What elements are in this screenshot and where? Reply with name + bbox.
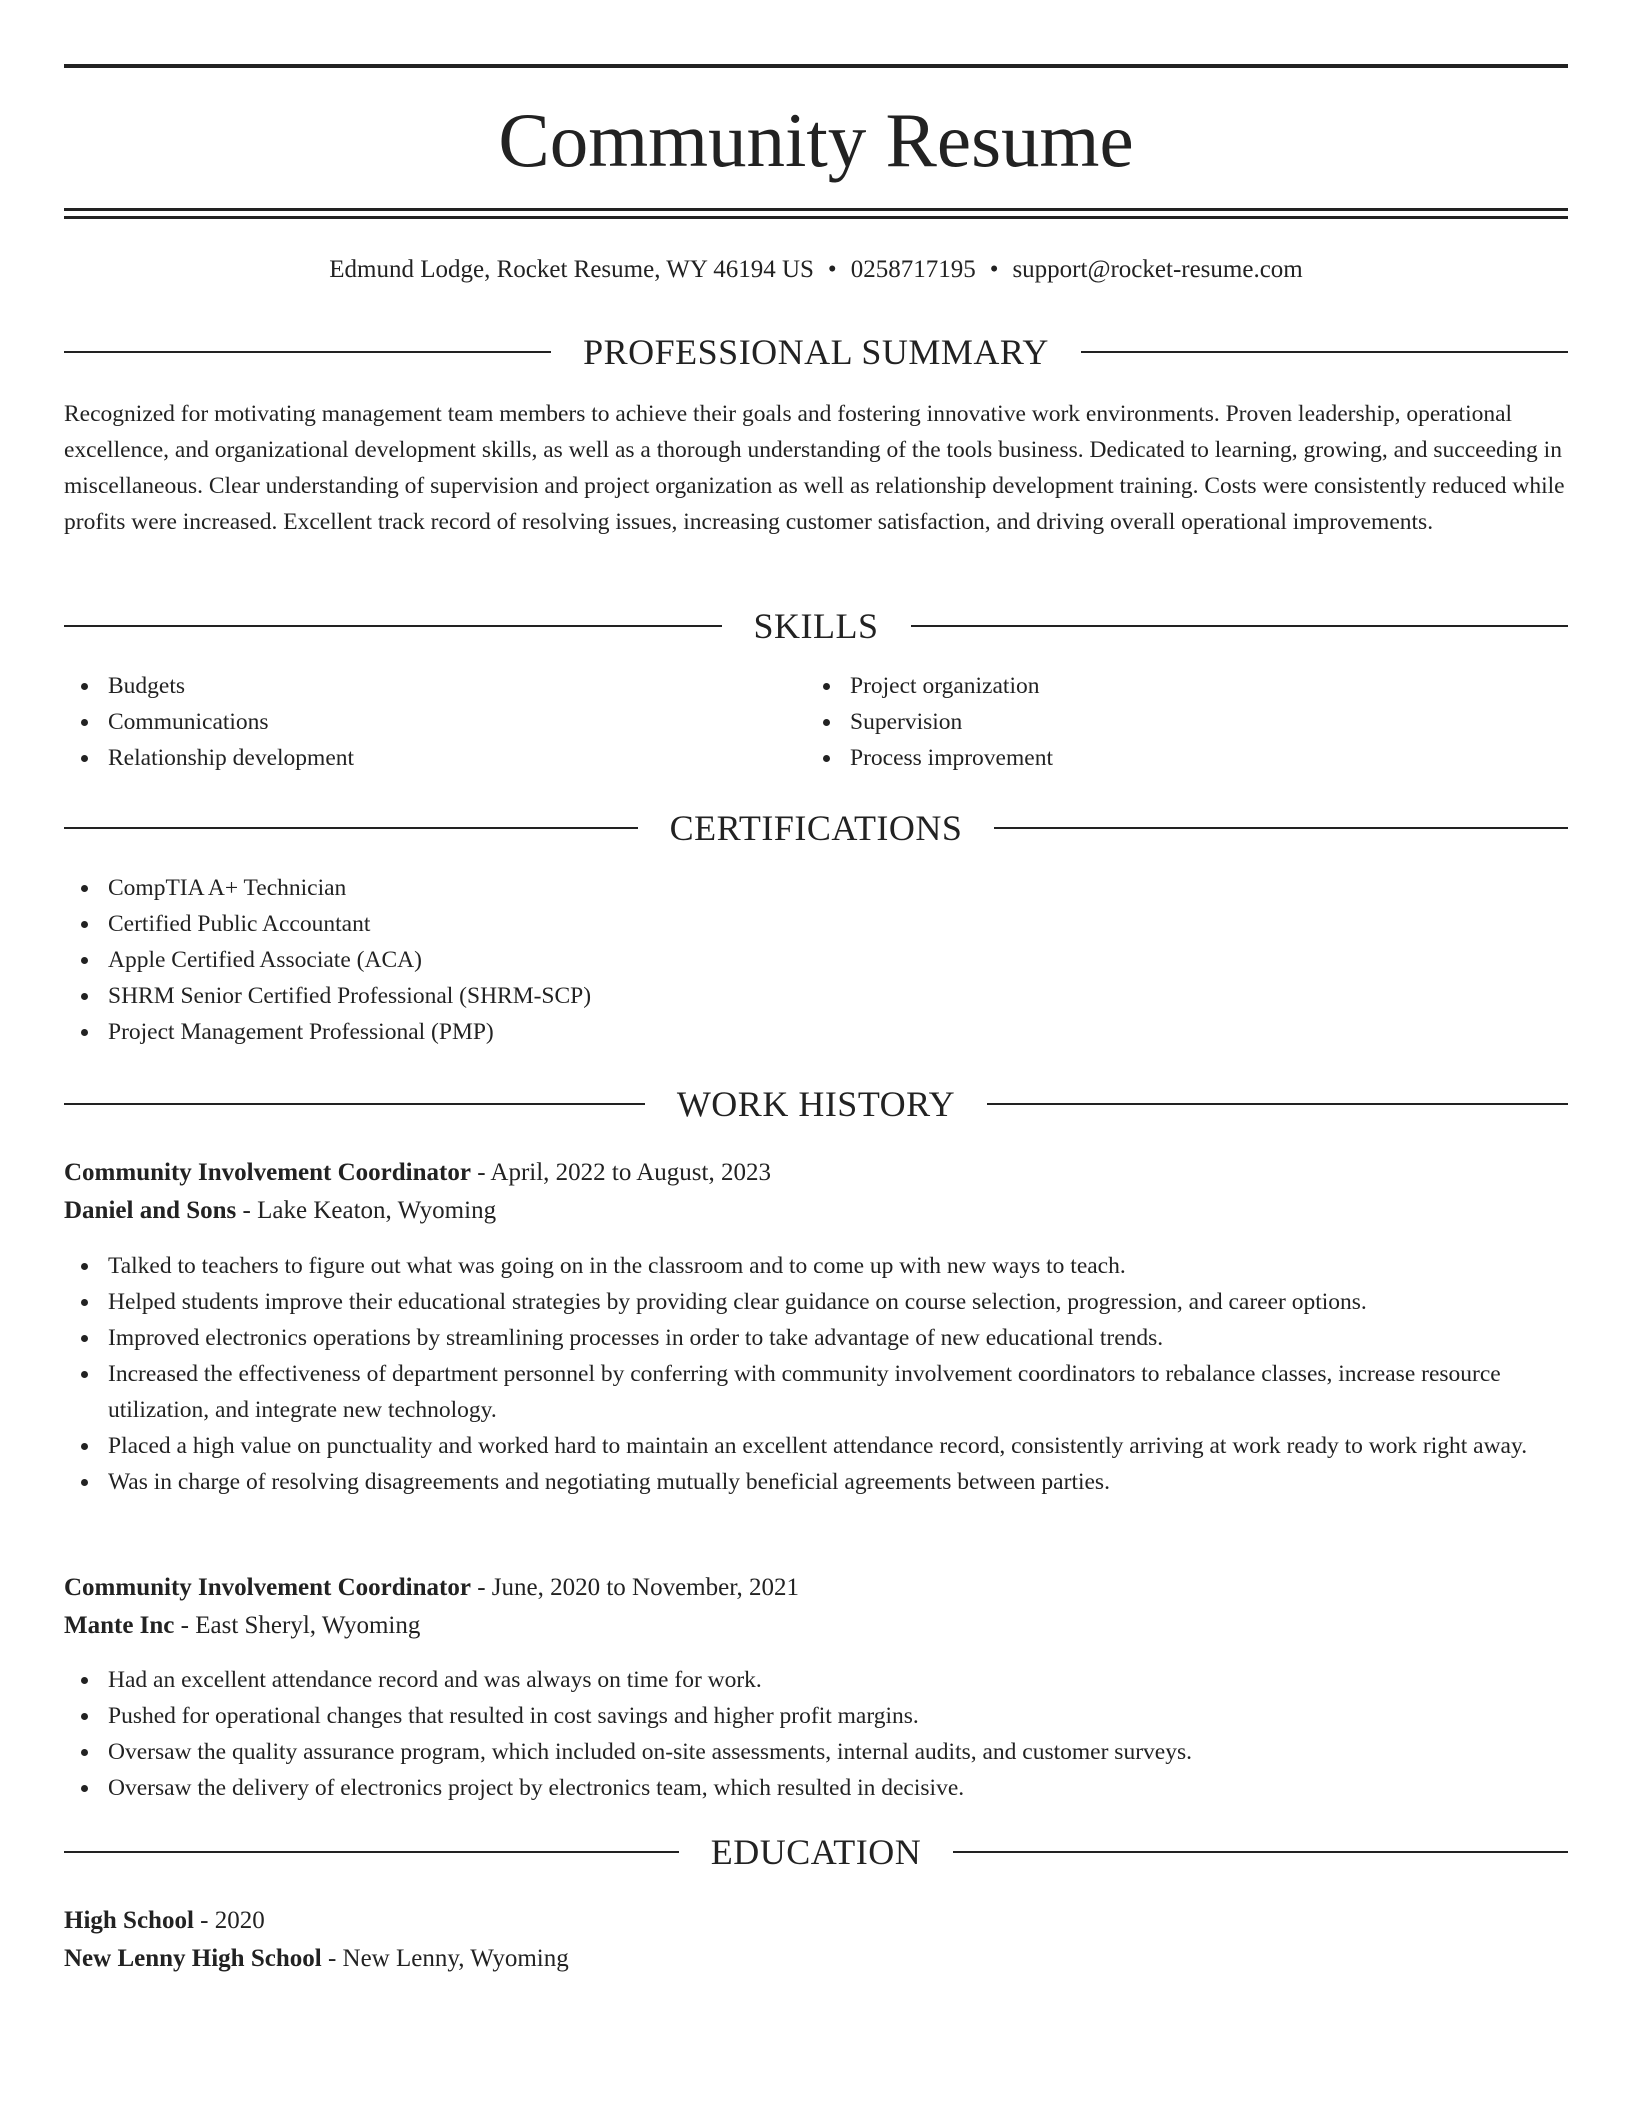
section-heading-certifications <box>64 806 1568 850</box>
job-title-line <box>64 1154 1568 1192</box>
skill-item: Budgets <box>64 668 804 704</box>
education-degree: High School <box>64 1907 194 1934</box>
contact-separator: • <box>989 256 999 283</box>
job-bullet: Pushed for operational changes that resulted in cost savings and higher profit margins. <box>64 1698 1568 1734</box>
contact-phone: 0258717195 <box>850 256 976 283</box>
education-school: New Lenny High School <box>64 1945 322 1972</box>
section-heading-summary <box>64 330 1568 374</box>
skill-item: Communications <box>64 704 804 740</box>
job-bullets <box>64 1248 1568 1500</box>
contact-separator: • <box>827 256 837 283</box>
job-title: Community Involvement Coordinator <box>64 1159 471 1186</box>
job-bullet: Had an excellent attendance record and was always on time for work. <box>64 1662 1568 1698</box>
heading-rule-left <box>64 827 638 829</box>
top-rule <box>64 64 1568 68</box>
heading-rule-right <box>987 1103 1568 1105</box>
section-title: PROFESSIONAL SUMMARY <box>583 332 1049 372</box>
certifications-list <box>64 870 1568 1050</box>
job-bullet: Oversaw the delivery of electronics project by electronics team, which resulted in decisive. <box>64 1770 1568 1806</box>
skill-item: Process improvement <box>806 740 1566 776</box>
job-dates: - April, 2022 to August, 2023 <box>470 1159 771 1186</box>
education-location: - New Lenny, Wyoming <box>321 1945 569 1972</box>
certification-item: SHRM Senior Certified Professional (SHRM-SCP) <box>64 978 1568 1014</box>
heading-rule-right <box>953 1851 1568 1853</box>
heading-rule-left <box>64 625 722 627</box>
job-bullet: Helped students improve their educational strategies by providing clear guidance on course selection, progression, and career options. <box>64 1284 1568 1320</box>
contact-address: Edmund Lodge, Rocket Resume, WY 46194 US <box>329 256 814 283</box>
skills-list-left <box>64 668 804 776</box>
heading-rule-left <box>64 1851 679 1853</box>
education-degree-line <box>64 1902 1568 1940</box>
heading-rule-left <box>64 1103 645 1105</box>
heading-rule-right <box>1081 351 1568 353</box>
job-location: - East Sheryl, Wyoming <box>174 1612 421 1639</box>
heading-rule-left <box>64 351 551 353</box>
section-title: WORK HISTORY <box>676 1084 956 1124</box>
name-rule-upper <box>64 208 1568 211</box>
section-heading-work-history <box>64 1082 1568 1126</box>
name-rule-lower <box>64 216 1568 219</box>
heading-rule-right <box>994 827 1568 829</box>
job-bullet: Oversaw the quality assurance program, which included on-site assessments, internal audits, and customer surveys. <box>64 1734 1568 1770</box>
job-title-line <box>64 1569 1568 1607</box>
job-bullet: Improved electronics operations by streamlining processes in order to take advantage of new educational trends. <box>64 1320 1568 1356</box>
job-bullets <box>64 1662 1568 1806</box>
skill-item: Relationship development <box>64 740 804 776</box>
education-year: - 2020 <box>193 1907 265 1934</box>
job-location: - Lake Keaton, Wyoming <box>236 1197 497 1224</box>
skill-item: Supervision <box>806 704 1566 740</box>
resume-name: Community Resume <box>498 97 1134 183</box>
contact-line <box>64 252 1568 288</box>
job-bullet: Placed a high value on punctuality and worked hard to maintain an excellent attendance record, consistently arriving at work ready to work right away. <box>64 1428 1568 1464</box>
skills-list-right <box>806 668 1566 776</box>
certification-item: Project Management Professional (PMP) <box>64 1014 1568 1050</box>
job-bullet: Talked to teachers to figure out what was going on in the classroom and to come up with new ways to teach. <box>64 1248 1568 1284</box>
section-title: SKILLS <box>753 606 879 646</box>
certification-item: Apple Certified Associate (ACA) <box>64 942 1568 978</box>
job-bullet: Was in charge of resolving disagreements and negotiating mutually beneficial agreements between parties. <box>64 1464 1568 1500</box>
certification-item: CompTIA A+ Technician <box>64 870 1568 906</box>
job-company: Daniel and Sons <box>64 1197 237 1224</box>
skill-item: Project organization <box>806 668 1566 704</box>
section-heading-education <box>64 1830 1568 1874</box>
certification-item: Certified Public Accountant <box>64 906 1568 942</box>
job-company-line <box>64 1192 1568 1230</box>
job-dates: - June, 2020 to November, 2021 <box>470 1574 800 1601</box>
section-title: CERTIFICATIONS <box>669 808 963 848</box>
section-title: EDUCATION <box>710 1832 922 1872</box>
summary-text: Recognized for motivating management team members to achieve their goals and fostering innovative work environments. Proven leadership, operational excellence, and organizational development skills, as well as a thorough understanding of the tools business. Dedicated to learning, growing, and succeeding in miscellaneous. Clear understanding of supervision and project organization as well as relationship development training. Costs were consistently reduced while profits were increased. Excellent track record of resolving issues, increasing customer satisfaction, and driving overall operational improvements. <box>64 401 1565 535</box>
contact-email: support@rocket-resume.com <box>1012 256 1303 283</box>
job-company: Mante Inc <box>64 1612 175 1639</box>
heading-rule-right <box>911 625 1569 627</box>
education-school-line <box>64 1940 1568 1978</box>
job-title: Community Involvement Coordinator <box>64 1574 471 1601</box>
section-heading-skills <box>64 604 1568 648</box>
job-company-line <box>64 1607 1568 1645</box>
job-bullet: Increased the effectiveness of department personnel by conferring with community involvement coordinators to rebalance classes, increase resource utilization, and integrate new technology. <box>64 1356 1568 1428</box>
